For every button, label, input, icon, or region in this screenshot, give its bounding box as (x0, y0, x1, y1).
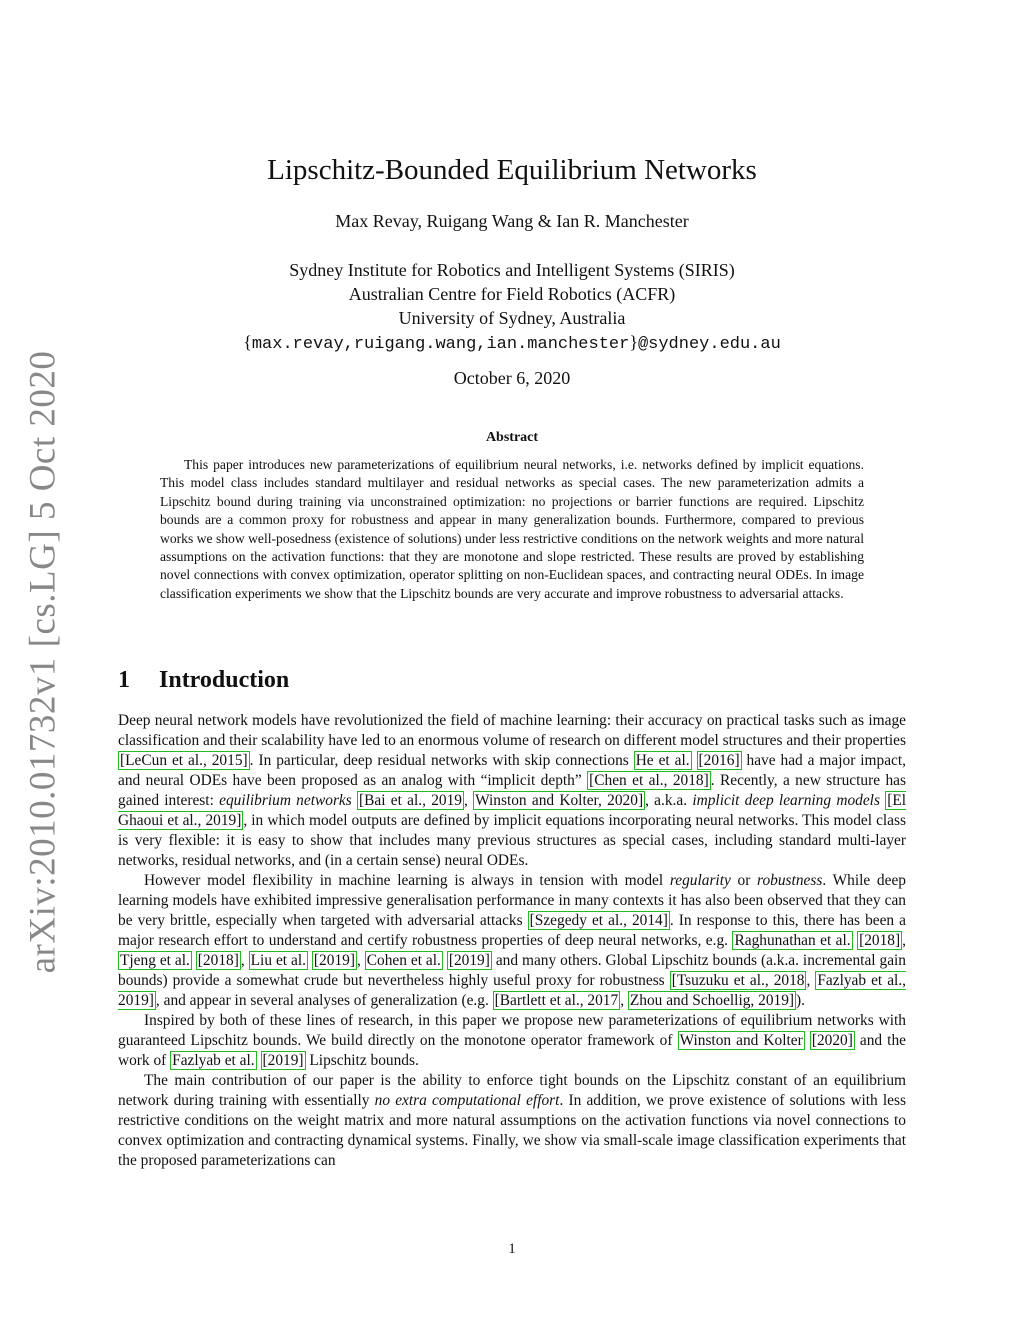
citation-link[interactable]: [Szegedy et al., 2014] (529, 912, 668, 929)
publication-date: October 6, 2020 (453, 368, 571, 388)
affiliation-line: Sydney Institute for Robotics and Intelligent Systems (SIRIS) (289, 260, 735, 280)
paragraph (118, 871, 906, 1011)
text-run (692, 752, 697, 769)
text-run: , (463, 792, 474, 809)
text-run: and the work of (118, 1032, 906, 1069)
citation-link[interactable]: [2018] (859, 932, 901, 949)
text-run (257, 1052, 261, 1069)
citation-link[interactable]: Tjeng et al. (120, 952, 190, 969)
email-brace-close: } (629, 332, 638, 352)
citation-link[interactable]: [Tsuzuku et al., 2018 (671, 972, 805, 989)
abstract-text: This paper introduces new parameterizations of equilibrium neural networks, i.e. networks defined by implicit equations. This model class includes standard multilayer and residual networks as special cases. The new parameterization admits a Lipschitz bound during training via unconstrained optimization: no projections or barrier functions are required. Lipschitz bounds are a common proxy for robustness and appear in many generalization bounds. Furthermore, compared to previous works we show well-posedness (existence of solutions) under less restrictive conditions on the network weights and more natural assumptions on the activation functions: that they are monotone and slope restricted. These results are proved by establishing novel connections with convex optimization, operator splitting on non-Euclidean spaces, and contracting neural ODEs. In image classification experiments we show that the Lipschitz bounds are very accurate and improve robustness to adversarial attacks. (160, 457, 864, 601)
affiliation-block (0, 258, 1024, 357)
text-run: , (356, 952, 365, 969)
affiliation-line: Australian Centre for Field Robotics (ACFR) (348, 284, 676, 304)
citation-link[interactable]: [2019] (262, 1052, 304, 1069)
affiliation-line: University of Sydney, Australia (398, 308, 626, 328)
text-run: . In particular, deep residual networks with skip connections (249, 752, 634, 769)
body-text (118, 711, 906, 1171)
citation-link[interactable]: Winston and Kolter (679, 1032, 803, 1049)
author-list: Max Revay, Ruigang Wang & Ian R. Manchester (335, 211, 689, 231)
text-run: Deep neural network models have revolutionized the field of machine learning: their accuracy on practical tasks such as image classification and their scalability have led to an enormous volume of research on different model structures and their properties (118, 712, 906, 749)
emphasis-text: implicit deep learning models (692, 792, 880, 809)
text-run: , a.k.a. (645, 792, 693, 809)
citation-link[interactable]: [Bai et al., 2019 (359, 792, 462, 809)
text-run: The main contribution of our paper is the ability to enforce tight bounds on the Lipschitz constant of an equilibrium network during training with essentially (118, 1072, 906, 1109)
text-run: have had a major impact, and neural ODEs have been proposed as an analog with “implicit depth” (118, 752, 907, 789)
text-run: , (620, 992, 628, 1009)
emphasis-text: no extra computational effort (374, 1092, 560, 1109)
citation-link[interactable]: [2016] (698, 752, 740, 769)
citation-link[interactable]: [El Ghaoui et al., 2019] (118, 792, 907, 829)
citation-link[interactable]: [2019] (313, 952, 355, 969)
citation-link[interactable]: Fazlyab et al. (172, 1052, 255, 1069)
paragraph (118, 1071, 906, 1171)
citation-link[interactable]: Fazlyab et al., 2019] (118, 972, 907, 1009)
text-run: , (902, 932, 906, 949)
citation-link[interactable]: Winston and Kolter, 2020] (475, 792, 644, 809)
text-run: , (806, 972, 816, 989)
text-run: , in which model outputs are defined by implicit equations incorporating neural networks. This model class is very flexible: it is easy to show that includes many previous structures as special cases, including standard multi-layer networks, residual networks, and (in a certain sense) neural ODEs. (118, 812, 906, 869)
citation-link[interactable]: [2020] (811, 1032, 853, 1049)
email-brace-open: { (243, 332, 252, 352)
section-heading (118, 667, 289, 694)
citation-link[interactable]: [Chen et al., 2018] (589, 772, 709, 789)
citation-link[interactable]: Zhou and Schoellig, 2019] (629, 992, 795, 1009)
page-number: 1 (508, 1241, 516, 1257)
paragraph (118, 711, 906, 871)
arxiv-identifier-stamp: arXiv:2010.01732v1 [cs.LG] 5 Oct 2020 (22, 350, 64, 974)
citation-link[interactable]: [LeCun et al., 2015] (120, 752, 248, 769)
abstract-heading: Abstract (485, 430, 539, 445)
citation-link[interactable]: He et al. (635, 752, 690, 769)
text-run: . In addition, we prove existence of solutions with less restrictive conditions on the weight matrix and more natural assumptions on the activation functions via novel connections to convex optimization and contracting dynamical systems. Finally, we show via small-scale image classification experiments that the proposed parameterizations can (118, 1092, 906, 1169)
citation-link[interactable]: [2019] (448, 952, 490, 969)
emphasis-text: robustness (757, 872, 823, 889)
paper-title: Lipschitz-Bounded Equilibrium Networks (267, 154, 757, 186)
text-run: Lipschitz bounds. (305, 1052, 419, 1069)
author-emails (0, 330, 1024, 357)
section-title: Introduction (159, 667, 290, 693)
citation-link[interactable]: Cohen et al. (366, 952, 441, 969)
text-run: , and appear in several analyses of generalization (e.g. (155, 992, 493, 1009)
paragraph (118, 1011, 906, 1071)
citation-link[interactable]: Liu et al. (250, 952, 306, 969)
citation-link[interactable]: [Bartlett et al., 2017 (494, 992, 619, 1009)
citation-link[interactable]: [2018] (197, 952, 239, 969)
email-users: max.revay,ruigang.wang,ian.manchester (251, 335, 630, 354)
text-run: , (240, 952, 249, 969)
citation-link[interactable]: Raghunathan et al. (734, 932, 851, 949)
text-run: ). (796, 992, 806, 1009)
emphasis-text: regularity (669, 872, 731, 889)
section-number: 1 (118, 667, 130, 693)
text-run: Inspired by both of these lines of research, in this paper we propose new parameterizations of equilibrium networks with guaranteed Lipschitz bounds. We build directly on the monotone operator framework of (118, 1012, 906, 1049)
text-run: and many others. Global Lipschitz bounds (a.k.a. incremental gain bounds) provide a somewhat crude but nevertheless highly useful proxy for robustness (118, 952, 907, 989)
email-domain: @sydney.edu.au (637, 335, 781, 354)
text-run: However model flexibility in machine learning is always in tension with model (144, 872, 670, 889)
text-run: . In response to this, there has been a major research effort to understand and certify robustness properties of deep neural networks, e.g. (118, 912, 907, 949)
emphasis-text: equilibrium networks (219, 792, 352, 809)
text-run: . Recently, a new structure has gained interest: (118, 772, 906, 809)
text-run: . While deep learning models have exhibited impressive generalisation performance in many contexts it has also been observed that they can be very brittle, especially when targeted with adversarial attacks (118, 872, 906, 929)
text-run: or (730, 872, 758, 889)
